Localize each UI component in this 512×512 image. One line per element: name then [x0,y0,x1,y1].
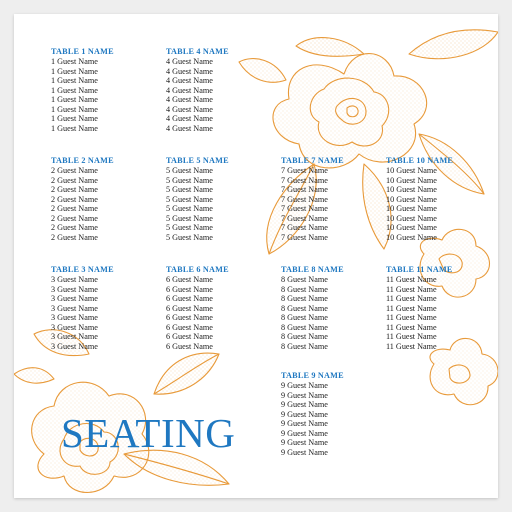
table-11-guest: 11 Guest Name [386,275,437,284]
table-2-guest: 2 Guest Name [51,213,98,223]
table-2-title: TABLE 2 NAME [51,156,114,165]
table-8-guest: 8 Guest Name [281,332,328,341]
table-8-guest: 8 Guest Name [281,284,328,294]
table-9-guest: 9 Guest Name [281,428,328,438]
table-3-block [51,265,161,351]
table-7-guest: 7 Guest Name [281,232,328,242]
table-4-guest: 4 Guest Name [166,85,213,95]
table-1-guest: 1 Guest Name [51,104,98,114]
table-8-block [281,265,391,351]
table-2-guest: 2 Guest Name [51,175,98,185]
table-11-guest: 11 Guest Name [386,303,437,313]
table-1-guest: 1 Guest Name [51,85,98,95]
table-9-guest: 9 Guest Name [281,409,328,419]
table-10-guest: 10 Guest Name [386,223,437,232]
table-7-guest: 7 Guest Name [281,166,328,175]
table-7-guest: 7 Guest Name [281,223,328,232]
table-8-guest: 8 Guest Name [281,313,328,322]
table-2-guest: 2 Guest Name [51,223,98,232]
table-2-block [51,156,161,242]
table-11-guest: 11 Guest Name [386,322,437,332]
table-9-guest: 9 Guest Name [281,438,328,447]
table-7-block [281,156,391,242]
table-3-guest: 3 Guest Name [51,313,98,322]
table-3-guest: 3 Guest Name [51,303,98,313]
table-9-guest: 9 Guest Name [281,419,328,428]
table-1-title: TABLE 1 NAME [51,47,114,56]
table-11-guest: 11 Guest Name [386,294,437,303]
table-4-guest: 4 Guest Name [166,95,213,104]
table-6-guest: 6 Guest Name [166,303,213,313]
table-7-guest: 7 Guest Name [281,213,328,223]
table-4-guest: 4 Guest Name [166,114,213,123]
table-6-guest: 6 Guest Name [166,294,213,303]
table-8-guest: 8 Guest Name [281,294,328,303]
table-10-guest: 10 Guest Name [386,213,437,223]
table-1-guest: 1 Guest Name [51,114,98,123]
table-5-guest: 5 Guest Name [166,166,213,175]
table-9-title: TABLE 9 NAME [281,371,344,380]
table-10-guest: 10 Guest Name [386,194,437,204]
table-9-guest: 9 Guest Name [281,447,328,457]
table-11-guest: 11 Guest Name [386,313,437,322]
table-3-guest: 3 Guest Name [51,341,98,351]
table-7-guest: 7 Guest Name [281,204,328,213]
table-2-guest: 2 Guest Name [51,204,98,213]
table-5-title: TABLE 5 NAME [166,156,229,165]
table-8-guest: 8 Guest Name [281,303,328,313]
table-6-guest: 6 Guest Name [166,284,213,294]
table-1-block [51,47,161,133]
table-4-guest: 4 Guest Name [166,66,213,76]
table-1-guest: 1 Guest Name [51,57,98,66]
table-10-guest: 10 Guest Name [386,204,437,213]
table-3-guest: 3 Guest Name [51,275,98,284]
table-5-guest: 5 Guest Name [166,204,213,213]
seating-chart-poster [14,14,498,498]
table-7-guest: 7 Guest Name [281,194,328,204]
table-10-guest: 10 Guest Name [386,232,437,242]
table-10-guest: 10 Guest Name [386,166,437,175]
table-2-guest: 2 Guest Name [51,185,98,194]
table-5-guest: 5 Guest Name [166,213,213,223]
table-4-guest: 4 Guest Name [166,57,213,66]
table-4-title: TABLE 4 NAME [166,47,229,56]
table-5-block [166,156,276,242]
table-3-guest: 3 Guest Name [51,294,98,303]
table-4-guest: 4 Guest Name [166,104,213,114]
table-11-title: TABLE 11 NAME [386,265,453,274]
table-11-guest: 11 Guest Name [386,341,437,351]
table-5-guest: 5 Guest Name [166,185,213,194]
table-8-guest: 8 Guest Name [281,275,328,284]
table-3-title: TABLE 3 NAME [51,265,114,274]
table-11-guest: 11 Guest Name [386,332,437,341]
table-1-guest: 1 Guest Name [51,95,98,104]
table-9-block [281,371,391,457]
table-10-title: TABLE 10 NAME [386,156,454,165]
table-11-block [386,265,496,351]
table-7-guest: 7 Guest Name [281,175,328,185]
table-7-title: TABLE 7 NAME [281,156,344,165]
table-4-guest: 4 Guest Name [166,76,213,85]
table-6-guest: 6 Guest Name [166,341,213,351]
table-10-guest: 10 Guest Name [386,175,437,185]
table-9-guest: 9 Guest Name [281,400,328,409]
table-8-title: TABLE 8 NAME [281,265,344,274]
table-10-guest: 10 Guest Name [386,185,437,194]
table-4-block [166,47,276,133]
table-5-guest: 5 Guest Name [166,223,213,232]
table-5-guest: 5 Guest Name [166,194,213,204]
table-5-guest: 5 Guest Name [166,232,213,242]
table-5-guest: 5 Guest Name [166,175,213,185]
table-2-guest: 2 Guest Name [51,232,98,242]
table-9-guest: 9 Guest Name [281,390,328,400]
table-9-guest: 9 Guest Name [281,381,328,390]
table-10-block [386,156,496,242]
table-6-title: TABLE 6 NAME [166,265,229,274]
table-2-guest: 2 Guest Name [51,166,98,175]
table-4-guest: 4 Guest Name [166,123,213,133]
table-3-guest: 3 Guest Name [51,322,98,332]
table-1-guest: 1 Guest Name [51,76,98,85]
table-6-guest: 6 Guest Name [166,322,213,332]
seating-title: SEATING [61,410,236,456]
table-2-guest: 2 Guest Name [51,194,98,204]
table-1-guest: 1 Guest Name [51,123,98,133]
table-8-guest: 8 Guest Name [281,341,328,351]
table-8-guest: 8 Guest Name [281,322,328,332]
table-3-guest: 3 Guest Name [51,332,98,341]
table-6-guest: 6 Guest Name [166,332,213,341]
table-1-guest: 1 Guest Name [51,66,98,76]
table-6-guest: 6 Guest Name [166,313,213,322]
table-6-block [166,265,276,351]
table-6-guest: 6 Guest Name [166,275,213,284]
table-7-guest: 7 Guest Name [281,185,328,194]
table-11-guest: 11 Guest Name [386,284,437,294]
table-3-guest: 3 Guest Name [51,284,98,294]
